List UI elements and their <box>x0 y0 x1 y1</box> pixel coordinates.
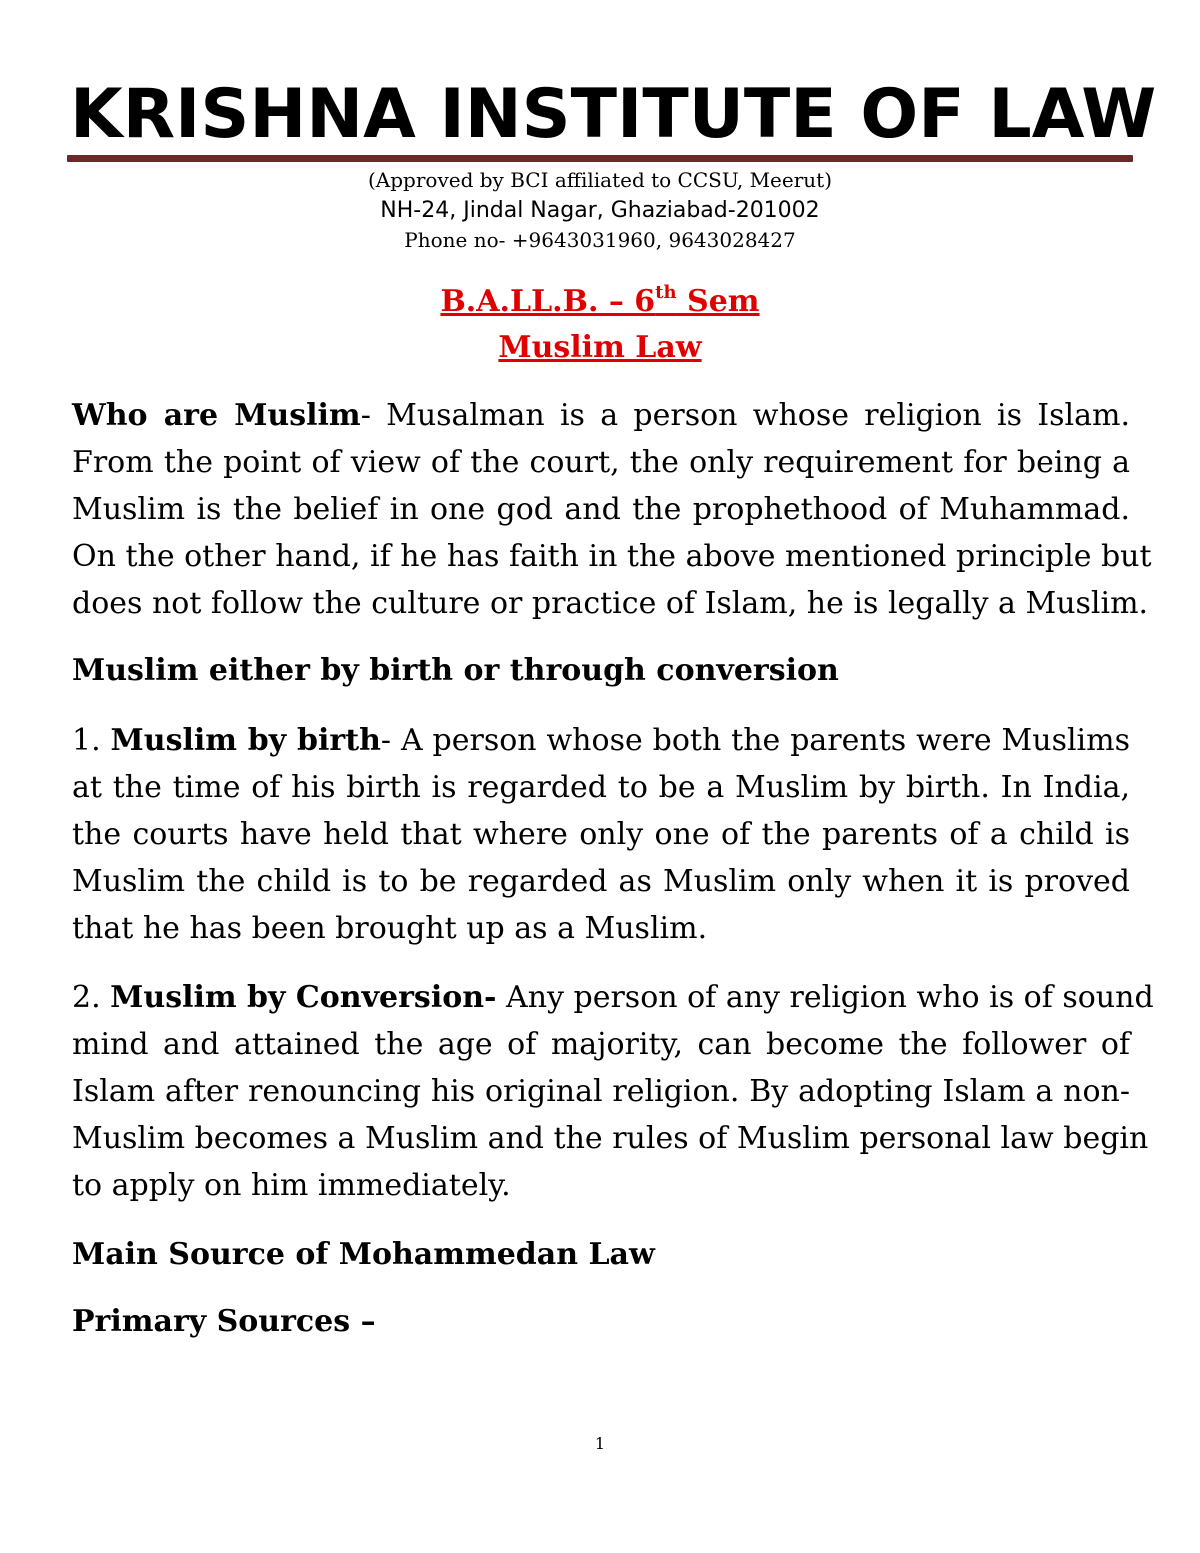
paragraph-line: Muslim the child is to be regarded as Muslim only when it is proved <box>72 864 1130 899</box>
line-text: - A person whose both the parents were Muslims <box>380 723 1130 758</box>
muslim-by-birth-term: Muslim by birth <box>110 723 381 758</box>
paragraph-line: at the time of his birth is regarded to be a Muslim by birth. In India, <box>72 770 1130 805</box>
paragraph-line: mind and attained the age of majority, can become the follower of <box>72 1027 1130 1062</box>
paragraph-line <box>72 392 1130 439</box>
paragraph-line: that he has been brought up as a Muslim. <box>72 911 708 946</box>
approval-line: (Approved by BCI affiliated to CCSU, Meerut) <box>367 168 833 192</box>
paragraph-line: On the other hand, if he has faith in the above mentioned principle but <box>72 539 1152 574</box>
line-text: Any person of any religion who is of sound <box>496 980 1154 1015</box>
muslim-by-birth-paragraph <box>72 717 1130 952</box>
who-are-muslim-term: Who are Muslim <box>72 398 361 433</box>
paragraph-line: Islam after renouncing his original religion. By adopting Islam a non- <box>72 1074 1130 1109</box>
institute-title: KRISHNA INSTITUTE OF LAW <box>70 75 1157 154</box>
course-title <box>70 282 1130 322</box>
line-text: - Musalman is a person whose religion is Islam. <box>360 398 1131 433</box>
primary-sources-heading: Primary Sources – <box>72 1304 376 1339</box>
list-number: 1. <box>72 723 111 758</box>
paragraph-line: From the point of view of the court, the only requirement for being a <box>72 445 1130 480</box>
address-line: NH-24, Jindal Nagar, Ghaziabad-201002 <box>380 198 820 223</box>
birth-or-conversion-heading: Muslim either by birth or through conversion <box>72 653 839 688</box>
paragraph-line: does not follow the culture or practice of Islam, he is legally a Muslim. <box>72 586 1149 621</box>
page-number: 1 <box>594 1434 606 1453</box>
paragraph-line: to apply on him immediately. <box>72 1168 511 1203</box>
main-source-heading: Main Source of Mohammedan Law <box>72 1237 655 1272</box>
paragraph-line: Muslim becomes a Muslim and the rules of Muslim personal law begin <box>72 1121 1149 1156</box>
paragraph-line: the courts have held that where only one of the parents of a child is <box>72 817 1130 852</box>
paragraph-line <box>72 974 1154 1021</box>
paragraph-line <box>72 717 1130 764</box>
muslim-by-conversion-paragraph <box>72 974 1154 1209</box>
phone-line: Phone no- +9643031960, 9643028427 <box>404 228 796 252</box>
muslim-by-conversion-term: Muslim by Conversion- <box>110 980 497 1015</box>
who-are-muslim-paragraph <box>72 392 1152 627</box>
subject-title: Muslim Law <box>498 330 702 365</box>
paragraph-line: Muslim is the belief in one god and the prophethood of Muhammad. <box>72 492 1130 527</box>
course-prefix: B.A.LL.B. – 6 <box>440 284 656 319</box>
header-rule <box>67 155 1133 162</box>
list-number: 2. <box>72 980 111 1015</box>
course-superscript: th <box>655 282 677 303</box>
course-suffix: Sem <box>676 284 760 319</box>
